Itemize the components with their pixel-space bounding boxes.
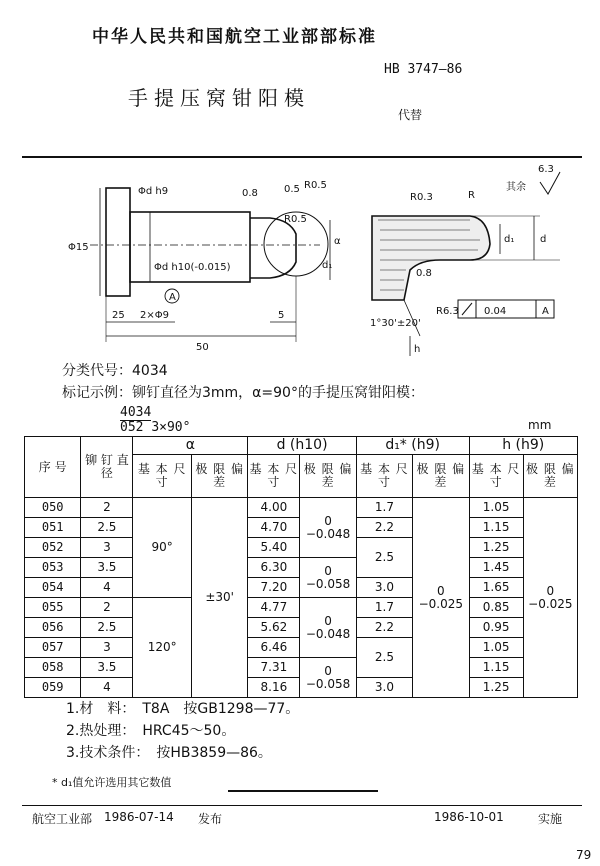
header-h: h (h9) [469,437,577,455]
dim-05: 0.5 [284,184,300,195]
spec-table [24,436,578,698]
table-row: 057 3 6.46 2.5 1.05 [25,638,578,658]
dim-25: 25 [112,310,125,321]
document-title: 手提压窝钳阳模 [128,86,310,110]
header-h-dev: 极 限 偏 差 [523,455,577,498]
nose-outline [250,218,296,278]
d-dev-4: 0 −0.058 [300,658,356,698]
detail-section [372,216,490,300]
header-rule [22,156,582,158]
footer-effective-date: 1986-10-01 [434,810,504,824]
mark-suffix: 3×90° [151,420,191,435]
header-d-dev: 极 限 偏 差 [300,455,356,498]
d-dev-2: 0 −0.058 [300,558,356,598]
header-h-basic: 基 本 尺 寸 [469,455,523,498]
header-d-basic: 基 本 尺 寸 [248,455,300,498]
footer-issuer: 航空工业部 [32,812,93,826]
header-d: d (h10) [248,437,356,455]
page-number: 79 [576,848,592,862]
detail-datum: A [542,306,549,317]
header-index: 序 号 [25,437,81,498]
detail-tolerance: 0.04 [484,306,507,317]
header-d1: d₁* (h9) [356,437,469,455]
roughness-value: 6.3 [538,164,554,175]
table-row: 058 3.5 7.31 0 −0.058 1.15 [25,658,578,678]
detail-r63: R6.3 [436,306,459,317]
marking-example: 标记示例：铆钉直径为3mm，α=90°的手提压窝钳阳模： [62,385,424,401]
h-deviation: 0 −0.025 [523,498,577,698]
detail-h: h [414,344,421,355]
d-dev-3: 0 −0.048 [300,598,356,658]
table-row: 053 3.5 6.30 0 −0.058 1.45 [25,558,578,578]
header-alpha-basic: 基 本 尺 寸 [133,455,192,498]
alpha-120: 120° [133,598,192,698]
dim-d1: d₁ [322,260,333,271]
detail-08: 0.8 [416,268,432,279]
dim-r05-a: R0.5 [304,180,327,191]
dim-r05-b: R0.5 [284,214,307,225]
mark-denominator: 052 [120,420,144,435]
dim-alpha: α [334,236,341,247]
detail-r: R [468,190,475,201]
roughness-label: 其余 [506,182,526,193]
mark-numerator: 4034 [120,405,152,420]
replaces-label: 代替 [398,108,423,122]
unit-label: mm [528,418,552,432]
header-alpha-dev: 极 限 偏 差 [191,455,247,498]
alpha-90: 90° [133,498,192,598]
dim-2x9: 2×Φ9 [140,310,169,321]
note-heat-treatment: 2.热处理： HRC45～50。 [66,723,236,739]
standard-org-title: 中华人民共和国航空工业部部标准 [92,27,377,47]
header-rivet-dia: 铆 钉 直 径 [81,437,133,498]
ref-a: A [169,292,176,303]
detail-d: d [540,234,547,245]
table-row: 054 4 7.20 3.0 1.65 [25,578,578,598]
detail-r03: R0.3 [410,192,433,203]
table-row: 056 2.5 5.62 2.2 0.95 [25,618,578,638]
dim-08: 0.8 [242,188,258,199]
footer-issue-label: 发布 [198,812,223,826]
d1-deviation: 0 −0.025 [413,498,469,698]
header-d1-dev: 极 限 偏 差 [413,455,469,498]
detail-angle: 1°30'±20' [370,318,421,329]
table-row: 055 2 120° 4.77 0 −0.048 1.7 0.85 [25,598,578,618]
note-material: 1.材 料： T8A 按GB1298—77。 [66,701,300,717]
technical-drawing [0,160,600,360]
note-technical-conditions: 3.技术条件： 按HB3859—86。 [66,745,272,761]
flange-outline [106,188,130,296]
table-row: 059 4 8.16 3.0 1.25 [25,678,578,698]
dim-d-h10: Φd h10(-0.015) [154,262,231,273]
standard-code: HB 3747—86 [384,62,463,77]
header-d1-basic: 基 本 尺 寸 [356,455,412,498]
footer-issue-date: 1986-07-14 [104,810,174,824]
table-row: 050 2 90° ±30' 4.00 0 −0.048 1.7 0 −0.025 1.05 0 −0.025 [25,498,578,518]
table-row: 051 2.5 4.70 2.2 1.15 [25,518,578,538]
footnote: * d₁值允许选用其它数值 [52,776,172,789]
header-alpha: α [133,437,248,455]
table-row: 052 3 5.40 2.5 1.25 [25,538,578,558]
alpha-deviation: ±30' [191,498,247,698]
dim-dia15: Φ15 [68,242,89,253]
dim-5: 5 [278,310,285,321]
classification-code: 分类代号：4034 [62,363,168,379]
marking-formula [120,406,190,435]
d-dev-1: 0 −0.048 [300,498,356,558]
signature-line [228,790,378,792]
footer-rule [22,805,582,806]
footer-effective-label: 实施 [538,812,563,826]
dim-50: 50 [196,342,209,353]
dim-d-h9: Φd h9 [138,186,169,197]
detail-d1: d₁ [504,234,515,245]
